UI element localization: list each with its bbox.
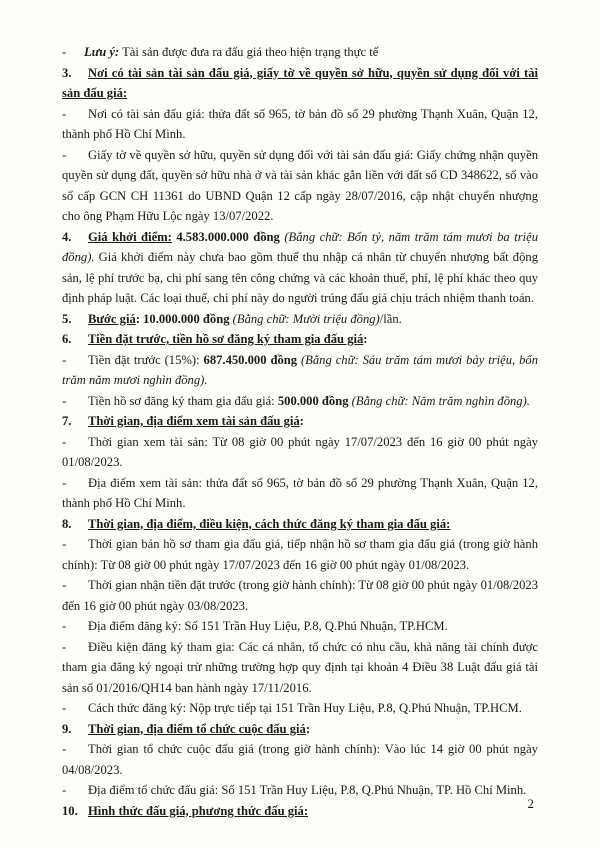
section-3-item-1 <box>62 104 538 145</box>
section-8-item-3 <box>62 616 538 637</box>
section-number: 8. <box>62 516 72 531</box>
section-title: Tiền đặt trước, tiền hồ sơ đăng ký tham gia đấu giá <box>88 332 364 346</box>
item-label: Tiền đặt trước (15%): <box>88 352 204 367</box>
deposit-amount: 687.450.000 đồng <box>203 352 298 367</box>
section-title: Hình thức đấu giá, phương thức đấu giá: <box>88 803 309 818</box>
section-6-item-1 <box>62 350 538 391</box>
bullet-dash: - <box>62 45 67 59</box>
section-8-heading <box>62 514 538 535</box>
section-5 <box>62 309 538 330</box>
section-number: 9. <box>62 721 72 736</box>
bid-step: : 10.000.000 đồng <box>135 311 230 326</box>
heading-colon: : <box>305 721 311 736</box>
section-6-item-2 <box>62 391 538 412</box>
section-number: 5. <box>62 311 72 326</box>
section-number: 10. <box>62 803 78 818</box>
section-10-heading <box>62 801 538 822</box>
item-label: Tiền hồ sơ đăng ký tham gia đấu giá: <box>88 393 278 408</box>
section-title: Nơi có tài sản tài sản đấu giá, giấy tờ về quyền sở hữu, quyền sử dụng đối với tài sản đấu giá: <box>62 65 538 100</box>
section-number: 4. <box>62 229 72 244</box>
item-text: Nơi có tài sản đấu giá: thửa đất số 965, tờ bản đồ số 29 phường Thạnh Xuân, Quận 12, thành phố Hồ Chí Minh. <box>62 106 538 141</box>
bullet-dash: - <box>62 639 67 654</box>
item-text: Thời gian bán hồ sơ tham gia đấu giá, tiếp nhận hồ sơ tham gia đấu giá (trong giờ hành chính): Từ 08 giờ 00 phút ngày 17/07/2023 đến 16 giờ 00 phút ngày 01/08/2023. <box>62 537 538 572</box>
section-title: Thời gian, địa điểm, điều kiện, cách thức đăng ký tham gia đấu giá: <box>88 516 451 531</box>
step-in-words: (Bằng chữ: Mười triệu đồng) <box>229 311 380 326</box>
note-line <box>62 42 538 63</box>
item-text: Giấy tờ về quyền sở hữu, quyền sử dụng đối với tài sản đấu giá: Giấy chứng nhận quyền quyền sử dụng đất, quyền sở hữu nhà ở và tài sản khác gắn liền với đất số CD 348622, số vào sổ cấp GCN CH 11361 do UBND Quận 12 cấp ngày 28/07/2016, cập nhật chuyển nhượng cho ông Phạm Hữu Lộc ngày 13/07/2022. <box>62 147 538 223</box>
section-number: 3. <box>62 65 72 80</box>
section-8-item-1 <box>62 534 538 575</box>
page-number: 2 <box>527 796 534 811</box>
note-label: Lưu ý: <box>84 45 120 59</box>
item-text: Thời gian nhận tiền đặt trước (trong giờ hành chính): Từ 08 giờ 00 phút ngày 01/08/2023 đến 16 giờ 00 phút ngày 03/08/2023. <box>62 578 538 613</box>
fee-amount: 500.000 đồng <box>277 393 349 408</box>
section-text: Giá khởi điểm này chưa bao gồm thuế thu nhập cá nhân từ chuyển nhượng bất động sản, lệ phí trước bạ, chi phí sang tên công chứng và các khoản thuế, phí, lệ phí khác theo quy định pháp luật. Các loại thuế, chi phí này do người trúng đấu giá chịu trách nhiệm thanh toán. <box>62 250 538 305</box>
item-text: Thời gian tổ chức cuộc đấu giá (trong giờ hành chính): Vào lúc 14 giờ 00 phút ngày 04/08/2023. <box>62 742 538 777</box>
section-title: Giá khởi điểm: <box>88 229 172 244</box>
section-8-item-5 <box>62 698 538 719</box>
section-title: Thời gian, địa điểm xem tài sản đấu giá <box>88 414 300 428</box>
step-tail: /lần. <box>379 311 402 326</box>
section-7-heading <box>62 411 538 432</box>
bullet-dash: - <box>62 106 67 121</box>
item-text: Địa điểm tổ chức đấu giá: Số 151 Trần Huy Liệu, P.8, Q.Phú Nhuận, TP. Hồ Chí Minh. <box>88 783 527 797</box>
section-3-heading <box>62 63 538 104</box>
section-8-item-2 <box>62 575 538 616</box>
starting-price: 4.583.000.000 đồng <box>171 229 280 244</box>
section-9-item-1 <box>62 739 538 780</box>
section-title: Bước giá <box>88 311 136 326</box>
section-8-item-4 <box>62 637 538 699</box>
section-7-item-1 <box>62 432 538 473</box>
heading-colon: : <box>299 414 304 428</box>
section-9-item-2 <box>62 780 538 801</box>
section-7-item-2 <box>62 473 538 514</box>
section-number: 7. <box>62 414 72 428</box>
section-4 <box>62 227 538 309</box>
section-number: 6. <box>62 332 72 346</box>
section-6-heading <box>62 329 538 350</box>
bullet-dash: - <box>62 619 67 633</box>
heading-colon: : <box>363 332 368 346</box>
bullet-dash: - <box>62 352 67 367</box>
fee-in-words: (Bằng chữ: Năm trăm nghìn đồng). <box>348 393 530 408</box>
bullet-dash: - <box>62 742 67 756</box>
bullet-dash: - <box>62 537 67 551</box>
bullet-dash: - <box>62 475 67 490</box>
section-3-item-2 <box>62 145 538 227</box>
item-text: Địa điểm đăng ký: Số 151 Trần Huy Liệu, P.8, Q.Phú Nhuận, TP.HCM. <box>88 619 448 633</box>
bullet-dash: - <box>62 701 67 715</box>
item-text: Thời gian xem tài sản: Từ 08 giờ 00 phút ngày 17/07/2023 đến 16 giờ 00 phút ngày 01/08/2023. <box>62 434 538 469</box>
bullet-dash: - <box>62 783 67 797</box>
item-text: Điều kiện đăng ký tham gia: Các cá nhân, tổ chức có nhu cầu, khả năng tài chính được tham gia đăng ký ngoại trừ những trường hợp quy định tại khoản 4 Điều 38 Luật đấu giá tài sản số 01/2016/QH14 ban hành ngày 17/11/2016. <box>62 639 538 695</box>
bullet-dash: - <box>62 578 67 592</box>
section-9-heading <box>62 719 538 740</box>
bullet-dash: - <box>62 434 67 449</box>
item-text: Cách thức đăng ký: Nộp trực tiếp tại 151 Trần Huy Liệu, P.8, Q.Phú Nhuận, TP.HCM. <box>88 701 522 715</box>
bullet-dash: - <box>62 393 67 408</box>
price-in-words: (Bằng chữ: Bốn tỷ, năm trăm tám mươi ba triệu đồng). <box>62 229 538 264</box>
deposit-in-words: (Bằng chữ: Sáu trăm tám mươi bảy triệu, bốn trăm năm mươi nghìn đồng). <box>62 352 538 387</box>
note-text: Tài sản được đưa ra đấu giá theo hiện trạng thực tế <box>119 45 379 59</box>
section-title: Thời gian, địa điểm tổ chức cuộc đấu giá <box>88 721 306 736</box>
bullet-dash: - <box>62 147 67 162</box>
item-text: Địa điểm xem tài sản: thửa đất số 965, tờ bản đồ số 29 phường Thạnh Xuân, Quận 12, thành phố Hồ Chí Minh. <box>62 475 538 510</box>
